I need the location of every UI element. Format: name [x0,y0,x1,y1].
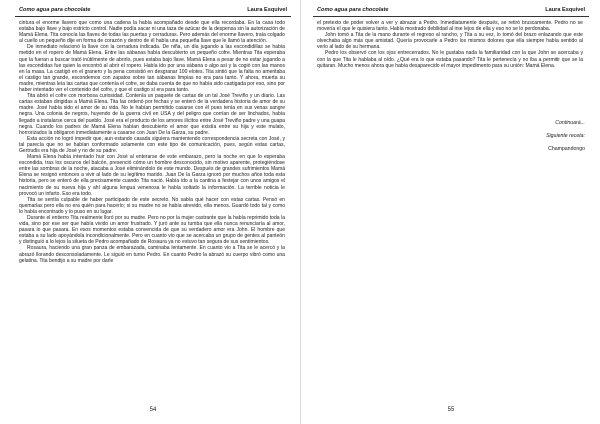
paragraph: Rosaura, haciendo una gran panza de embarazada, caminaba lentamente. En cuanto vio a Tita se le acercó y la abrazó llorando desconsoladamente. Le siguió en turno Pedro. En cuanto Pedro la abrazó su cuerpo vibró como una gelatina. Tita bendijo a su madre por darle [19,245,285,264]
paragraph: cintura el enorme llavero que como una cadena la había acompañado desde que ella recordaba. En la casa todo estaba bajo llave y bajo estricto control. Nadie podía sacar ni una taza de azúcar de la despensa sin la autorización de Mamá Elena. Tita conocía las llaves de todas las puertas y cerraduras. Pero además del enorme llavero, traía colgado al cuello un pequeño dije en forma de corazón y dentro de él había una pequeña llave que le llamó la atención. [19,20,285,45]
paragraph: Tita abrió el cofre con morbosa curiosidad. Contenía un paquete de cartas de un tal José Treviño y un diario. Las cartas estaban dirigidas a Mamá Elena. Tita las ordenó por fechas y se enteró de la verdadera historia de amor de su madre. José había sido el amor de su vida. No le habían permitido casarse con él pues tenía en sus venas sangre negra. Una colonia de negros, huyendo de la guerra civil en USA y del peligro que corrían de ser linchados, había llegado a instalarse cerca del pueblo. José era el producto de los amores ilícitos entre José Treviño padre y una guapa negra. Cuando los padres de Mamá Elena habían descubierto el amor que existía entre su hija y este mulato, horrorizados la obligaron inmediatamente a casarse con Juan De la Garza, su padre. [19,93,285,136]
left-running-title: Como agua para chocolate [19,7,91,13]
left-author: Laura Esquivel [247,7,287,13]
right-header-rule [313,16,589,17]
right-author: Laura Esquivel [545,7,585,13]
left-body-text [19,20,285,402]
paragraph: Pedro los observó con los ojos entrecerrados. No le gustaba nada la familiaridad con la que John se acercaba y con la que Tita le hablaba al oído. ¿Qué era lo que estaba pasando? Tita le pertenecía y no iba a permitir que se la quitaran. Mucho menos ahora que había desaparecido el mayor impedimento para su unión: Mamá Elena. [317,50,583,69]
left-page [15,0,291,424]
paragraph: el pretexto de poder volver a ver y abrazar a Pedro. Inmediatamente después, se retiró bruscamente. Pedro no se movería el que le quisiera tanto. Había mostrado debilidad al irse lejos de ella y eso no se lo perdonaba. [317,20,583,33]
paragraph: De inmediato relacionó la llave con la cerradura indicada. De niña, un día jugando a las escondidillas se había metido en el ropero de Mamá Elena. Entre las sábanas había descubierto un pequeño cofre. Mientras Tita esperaba que la fueran a buscar trató inútilmente de abrirlo, pues estaba bajo llave. Mamá Elena a pesar de no estar jugando a las escondidas fue quien la encontró al abrir el ropero. Había ido por una sábana o algo así y la cogió con las manos en la masa. La castigó en el granero y la pena consistió en desgranar 100 elotes. Tita sintió que la falta no ameritaba el castigo tan grande, escondemos con zapatos sobre tan sábanas limpias no era para tanto. Y ahora, muerta su madre, mientras leía las cartas que contenía el cofre, se daba cuenta de que no había sido castigada por eso, sino por haber intentado ver el contenido del cofre, y que el castigo sí era para tanto. [19,44,285,94]
paragraph: John tomó a Tita de la mano durante el regreso al rancho, y Tita a su vez, lo tomó del brazo enlazando que este olvechaba algo más que amistad. Quería provocarle a Pedro los mismos dolores que ella siempre había sentido al verlo al lado de su hermana. [317,32,583,51]
right-running-title: Como agua para chocolate [317,7,389,13]
left-header-rule [15,16,291,17]
page-gutter [300,0,301,424]
next-recipe-label: Siguiente receta: [546,133,585,139]
paragraph: Durante el entierro Tita realmente lloró por su madre. Pero no por la mujer castrante que la había reprimido toda la vida, sino por ese ser que había vivido un amor frustrado. Y juró ante su tumba que ella nunca renunciaría al amor, pasara lo que pasara. En esos momentos estaba convencida de que su verdadero amor era John. El hombre que estaba a su lado apoyándola incondicionalmente. Pero en cuanto vio que se acercaba un grupo de gentes al panteón y distinguió a lo lejos la silueta de Pedro acompañado de Rosaura ya no estuvo tan segura de sus sentimientos. [19,215,285,246]
paragraph: Esta acción no logró impedir que, aun estando casada siguiera manteniendo correspondencia secreta con José, y tal parecía que no se habían conformado solamente con este tipo de comunicación, pues, según estas cartas, Gertrudis era hija de José y no de su padre. [19,135,285,154]
paragraph: Mamá Elena había intentado huir con José al enterarse de este embarazo, pero la noche en que lo esperaba escondida, tras los oscuros del balcón, presenció cómo un hombre desconocido, sin motivo aparente, protegiéndose entre las sombras de la noche, atacaba a José eliminándolo de este mundo. Después de grandes sufrimientos Mamá Elena se resignó entonces a vivir al lado de su legítimo marido. Juan De la Garza ignoró por muchos años toda esta historia, pero se enteró de ella precisamente cuando Tita nació. Había ido a la cantina a festejar con unos amigos el nacimiento de su nueva hija y ahí alguna lengua venenosa le había soltado la información. La terrible noticia le provocó un infarto. Eso era todo. [19,154,285,197]
right-page [313,0,589,424]
left-page-number: 54 [149,407,157,413]
paragraph: Tita se sentía culpable de haber participado de este secreto. No sabía qué hacer con estas cartas. Pensó en quemarlas pero ella no era quién para hacerlo; si su madre no se había atrevido, ella menos. Guardó todo tal y como lo había encontrado y lo puso en su lugar. [19,196,285,215]
continues-label: Continuará... [555,120,585,126]
next-recipe-title: Champandongo [548,146,585,152]
right-page-number: 55 [447,407,455,413]
